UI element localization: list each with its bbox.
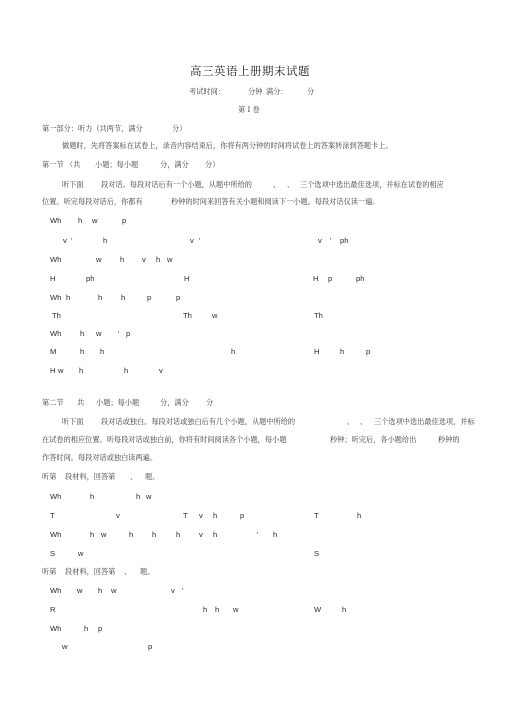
sec1-instr1-d: 、 <box>287 180 295 189</box>
sec1-q-fragment: H <box>184 274 190 283</box>
listen1-c: 、 <box>130 472 138 481</box>
sec1-q-fragment: Wh <box>50 329 62 338</box>
sec2-q-fragment: ' <box>257 530 259 539</box>
sec1-q-fragment: h <box>80 329 85 338</box>
sec2-q-fragment: h <box>357 511 362 520</box>
sec1-q-fragment: h <box>231 347 236 356</box>
sec1-instr1-c: 、 <box>273 180 281 189</box>
sec1-q-fragment: ' <box>330 236 332 245</box>
sec1-q-fragment: ' <box>118 329 120 338</box>
sec1-q-fragment: w <box>96 329 102 338</box>
sec1-q-fragment: Wh <box>50 216 62 225</box>
sec2-q-fragment: Wh <box>50 492 62 501</box>
sec2-q-fragment: h <box>90 530 95 539</box>
sec2-q-fragment: Wh <box>50 586 62 595</box>
sec1-q-fragment: p <box>122 216 127 225</box>
sec1-heading-b: 小题；每小题 <box>95 160 139 169</box>
sec2-heading-e: 分 <box>206 398 214 407</box>
sec2-instr2-b: 秒钟；听完后，各小题给出 <box>330 435 417 444</box>
page-title: 高三英语上册期末试题 <box>190 64 310 78</box>
sec2-q-fragment: h <box>213 530 218 539</box>
sec2-q-fragment: h <box>152 530 157 539</box>
sec1-q-fragment: w <box>58 366 64 375</box>
sec2-instr1-e: 三个选项中选出最佳选项，并标 <box>374 417 475 426</box>
sec1-heading-c: 分，满分 <box>160 160 189 169</box>
sec1-q-fragment: M <box>50 347 57 356</box>
sec1-q-fragment: Wh <box>50 255 62 264</box>
sec1-instr1-e: 三个选项中选出最佳选项，并标在试卷的相应 <box>300 180 444 189</box>
sec1-instr1-b: 段对话。每段对话后有一个小题，从题中所给的 <box>101 180 252 189</box>
full-score-label: 满分： <box>266 87 288 96</box>
sec2-instr3: 作答时间。每段对话或独白读两遍。 <box>42 453 158 462</box>
sec2-q-fragment: T <box>183 511 188 520</box>
sec2-q-fragment: h <box>84 624 89 633</box>
sec2-q-fragment: p <box>240 511 245 520</box>
sec2-q-fragment: h <box>90 492 95 501</box>
sec2-q-fragment: p <box>98 624 103 633</box>
listen2-b: 段材料，回答第 <box>65 567 116 576</box>
sec2-q-fragment: v <box>199 530 203 539</box>
sec2-heading-b: 共 <box>77 398 85 407</box>
sec2-q-fragment: h <box>129 530 134 539</box>
sec1-q-fragment: p <box>366 347 371 356</box>
sec1-q-fragment: ph <box>86 274 95 283</box>
listen1-d: 题。 <box>145 472 160 481</box>
sec1-q-fragment: H <box>50 274 56 283</box>
sec2-q-fragment: v <box>116 511 120 520</box>
sec1-q-fragment: h <box>98 293 103 302</box>
sec1-q-fragment: w <box>167 255 173 264</box>
sec2-q-fragment: R <box>50 605 56 614</box>
sec1-q-fragment: p <box>147 293 152 302</box>
sec1-q-fragment: v <box>190 236 194 245</box>
sec2-q-fragment: S <box>314 549 320 558</box>
sec1-heading-d: 分） <box>205 160 220 169</box>
sec1-q-fragment: h <box>80 347 85 356</box>
sec2-instr1-c: 、 <box>347 417 355 426</box>
part1-heading-a: 第一部分：听力（共两节，满分 <box>42 124 143 133</box>
sec1-instr2-b: 秒钟的时间来回答有关小题和阅读下一小题。每段对话仅读一遍。 <box>171 197 380 206</box>
sec1-q-fragment: p <box>328 274 333 283</box>
sec1-q-fragment: w <box>92 216 98 225</box>
sec1-q-fragment: h <box>66 293 71 302</box>
sec1-q-fragment: h <box>156 255 161 264</box>
sec1-q-fragment: h <box>120 255 125 264</box>
minutes-label: 分钟 <box>248 87 263 96</box>
sec2-q-fragment: w <box>101 530 107 539</box>
sec2-heading-c: 小题；每小题 <box>96 398 140 407</box>
sec2-heading-d: 分，满分 <box>160 398 189 407</box>
sec1-q-fragment: Wh <box>50 293 62 302</box>
sec1-q-fragment: ph <box>340 236 349 245</box>
sec2-instr2-c: 秒钟的 <box>438 435 460 444</box>
sec1-q-fragment: h <box>340 347 345 356</box>
sec2-heading-a: 第二节 <box>42 398 64 407</box>
sec2-q-fragment: h <box>136 492 141 501</box>
sec2-instr1-a: 听下面 <box>62 417 84 426</box>
part1-instruction: 做题时，先将答案标在试卷上，录音内容结束后，你将有两分钟的时间将试卷上的答案转涂到答题卡上。 <box>62 141 393 150</box>
sec1-q-fragment: v <box>63 236 67 245</box>
sec2-q-fragment: ' <box>182 586 184 595</box>
sec2-q-fragment: p <box>148 642 153 651</box>
part1-heading-b: 分） <box>172 124 187 133</box>
sec2-q-fragment: T <box>314 511 319 520</box>
sec2-q-fragment: S <box>50 549 56 558</box>
sec1-q-fragment: w <box>212 311 218 320</box>
sec1-q-fragment: h <box>100 347 105 356</box>
sec2-q-fragment: w <box>111 586 117 595</box>
exam-time-label: 考试时间： <box>189 87 225 96</box>
sec1-q-fragment: Th <box>52 311 61 320</box>
sec1-q-fragment: p <box>176 293 181 302</box>
sec2-instr1-b: 段对话或独白。每段对话或独白后有几个小题，从题中所给的 <box>101 417 296 426</box>
sec1-q-fragment: ' <box>71 236 73 245</box>
sec2-q-fragment: w <box>77 586 83 595</box>
sec1-q-fragment: Th <box>183 311 192 320</box>
sec1-q-fragment: ' <box>199 236 201 245</box>
sec1-q-fragment: H <box>314 347 320 356</box>
sec2-q-fragment: w <box>78 549 84 558</box>
sec2-q-fragment: w <box>62 642 68 651</box>
sec2-q-fragment: T <box>50 511 55 520</box>
sec1-instr1-a: 听下面 <box>62 180 84 189</box>
sec1-q-fragment: p <box>126 329 131 338</box>
sec2-q-fragment: h <box>176 530 181 539</box>
sec2-q-fragment: w <box>146 492 152 501</box>
sec2-q-fragment: v <box>199 511 203 520</box>
sec1-q-fragment: v <box>159 366 163 375</box>
sec2-q-fragment: h <box>203 605 208 614</box>
sec1-q-fragment: w <box>96 255 102 264</box>
listen1-a: 听第 <box>42 472 57 481</box>
listen2-c: 、 <box>124 567 132 576</box>
sec2-q-fragment: Wh <box>50 624 62 633</box>
sec1-heading-a: 第一节 （共 <box>42 160 81 169</box>
volume-label: 第 I 卷 <box>238 105 260 114</box>
sec1-instr2-a: 位置。听完每段对话后，你都有 <box>42 197 143 206</box>
sec2-q-fragment: w <box>233 605 239 614</box>
sec1-q-fragment: h <box>79 366 84 375</box>
sec1-q-fragment: h <box>78 216 83 225</box>
listen2-a: 听第 <box>42 567 57 576</box>
sec2-instr1-d: 、 <box>360 417 368 426</box>
sec1-q-fragment: h <box>121 293 126 302</box>
sec2-q-fragment: v <box>171 586 175 595</box>
sec2-q-fragment: h <box>215 605 220 614</box>
sec2-q-fragment: W <box>314 605 322 614</box>
sec1-q-fragment: h <box>103 236 108 245</box>
sec1-q-fragment: H <box>50 366 56 375</box>
sec2-q-fragment: h <box>213 511 218 520</box>
sec1-q-fragment: h <box>124 366 129 375</box>
sec1-q-fragment: ph <box>356 274 365 283</box>
sec2-q-fragment: h <box>98 586 103 595</box>
listen1-b: 段材料，回答第 <box>65 472 116 481</box>
sec2-instr2-a: 在试卷的相应位置。听每段对话或独白前，你将有时间阅读各个小题，每小题 <box>42 435 287 444</box>
sec1-q-fragment: v <box>318 236 322 245</box>
sec1-q-fragment: Th <box>314 311 323 320</box>
sec2-q-fragment: h <box>342 605 347 614</box>
sec2-q-fragment: Wh <box>50 530 62 539</box>
listen2-d: 题。 <box>140 567 155 576</box>
points-unit: 分 <box>307 87 315 96</box>
sec1-q-fragment: H <box>313 274 319 283</box>
sec2-q-fragment: h <box>273 530 278 539</box>
sec1-q-fragment: v <box>142 255 146 264</box>
